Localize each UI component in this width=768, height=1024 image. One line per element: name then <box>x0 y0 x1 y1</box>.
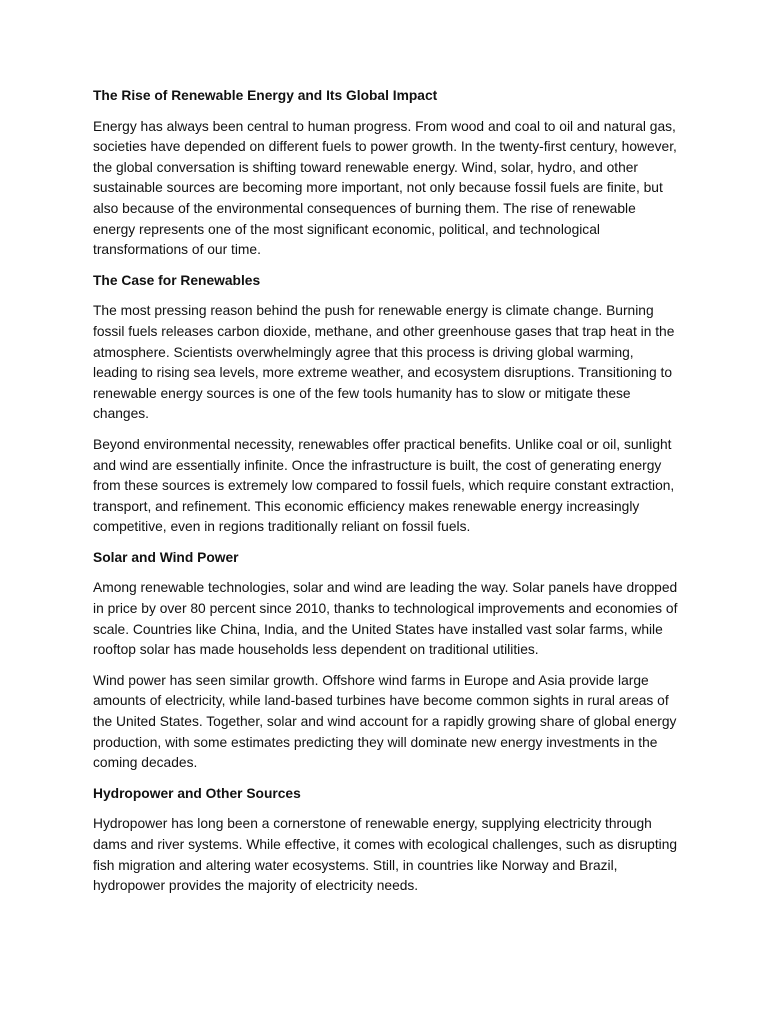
paragraph: Hydropower has long been a cornerstone of renewable energy, supplying electricity through dams and river systems. While effective, it comes with ecological challenges, such as disrupting fish migration and altering water ecosystems. Still, in countries like Norway and Brazil, hydropower provides the majority of electricity needs. <box>93 816 678 894</box>
paragraph: Beyond environmental necessity, renewables offer practical benefits. Unlike coal or oil, sunlight and wind are essentially infinite. Once the infrastructure is built, the cost of generating energy from these sources is extremely low compared to fossil fuels, which require constant extraction, transport, and refinement. This economic efficiency makes renewable energy increasingly competitive, even in regions traditionally reliant on fossil fuels. <box>93 436 675 535</box>
intro-paragraph: Energy has always been central to human progress. From wood and coal to oil and natural gas, societies have depended on different fuels to power growth. In the twenty-first century, however, the global conversation is shifting toward renewable energy. Wind, solar, hydro, and other sustainable sources are becoming more important, not only because fossil fuels are finite, but also because of the environmental consequences of burning them. The rise of renewable energy represents one of the most significant economic, political, and technological transformations of our time. <box>93 118 677 258</box>
section-heading-solar-and-wind: Solar and Wind Power <box>93 549 239 565</box>
document-page <box>93 86 679 907</box>
section-heading-hydropower: Hydropower and Other Sources <box>93 785 301 801</box>
paragraph: Wind power has seen similar growth. Offshore wind farms in Europe and Asia provide large amounts of electricity, while land-based turbines have become common sights in rural areas of the United States. Together, solar and wind account for a rapidly growing share of global energy production, with some estimates predicting they will dominate new energy investments in the coming decades. <box>93 672 677 771</box>
paragraph: Among renewable technologies, solar and wind are leading the way. Solar panels have dropped in price by over 80 percent since 2010, thanks to technological improvements and economies of scale. Countries like China, India, and the United States have installed vast solar farms, while rooftop solar has made households less dependent on traditional utilities. <box>93 580 678 658</box>
document-title: The Rise of Renewable Energy and Its Global Impact <box>93 88 438 103</box>
paragraph: The most pressing reason behind the push for renewable energy is climate change. Burning fossil fuels releases carbon dioxide, methane, and other greenhouse gases that trap heat in the atmosphere. Scientists overwhelmingly agree that this process is driving global warming, leading to rising sea levels, more extreme weather, and ecosystem disruptions. Transitioning to renewable energy sources is one of the few tools humanity has to slow or mitigate these changes. <box>93 303 675 422</box>
section-heading-case-for-renewables: The Case for Renewables <box>93 272 261 288</box>
